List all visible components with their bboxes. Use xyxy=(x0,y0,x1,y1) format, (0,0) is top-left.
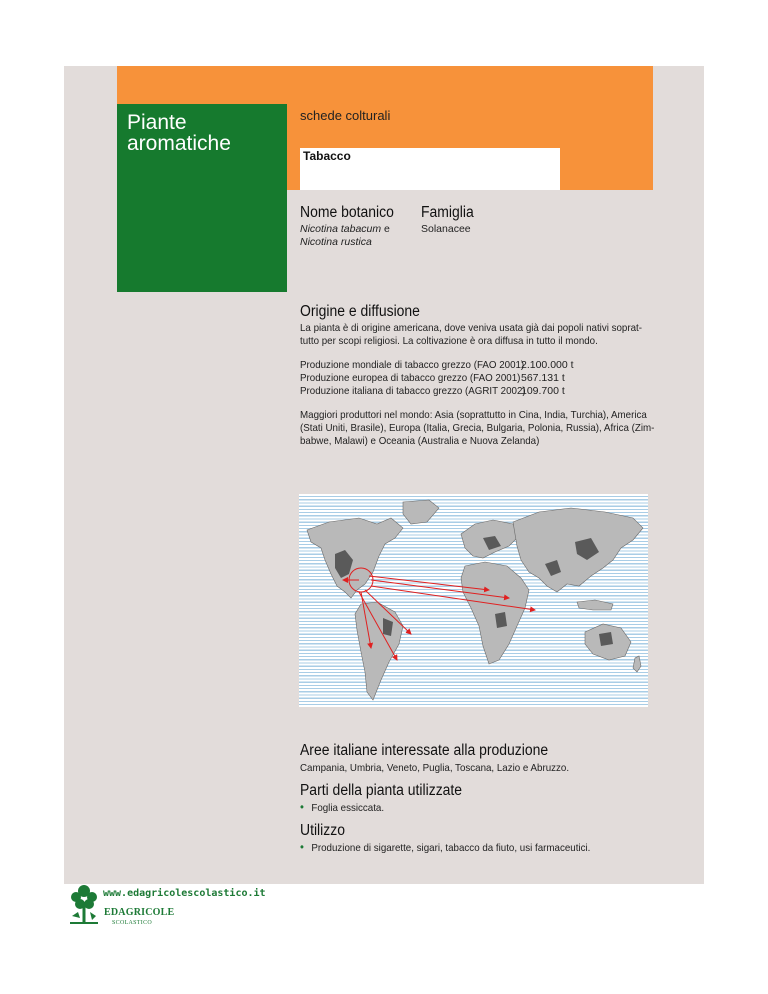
category-title: Piante aromatiche xyxy=(127,111,231,155)
uses-item: • Produzione di sigarette, sigari, tabacco da fiuto, usi farmaceutici. xyxy=(300,841,590,855)
greenland xyxy=(403,500,439,524)
plant-name: Tabacco xyxy=(303,149,351,163)
brand-name: EDAGRICOLE xyxy=(104,907,175,918)
series-label: schede colturali xyxy=(300,108,391,123)
production-values xyxy=(521,359,574,398)
website-link[interactable]: www.edagricolescolastico.it xyxy=(103,888,266,899)
production-value-europe: 567.131 t xyxy=(521,372,565,384)
parts-heading: Parti della pianta utilizzate xyxy=(300,782,463,799)
origin-text: La pianta è di origine americana, dove veniva usata già dai popoli nativi soprat- tutto per scopi religiosi. La coltivazione è ora diffusa in tutto il mondo. xyxy=(300,322,642,347)
category-panel xyxy=(117,104,287,292)
production-label-europe: Produzione europea di tabacco grezzo (FAO 2001) xyxy=(300,372,521,384)
world-map-drawing xyxy=(299,494,648,707)
italian-areas-heading: Aree italiane interessate alla produzione xyxy=(300,742,549,759)
production-label-italy: Produzione italiana di tabacco grezzo (AGRIT 2002) xyxy=(300,385,526,397)
north-america xyxy=(307,518,403,598)
brand-subtitle: SCOLASTICO xyxy=(112,920,153,926)
south-america xyxy=(355,602,403,700)
parts-item: • Foglia essiccata. xyxy=(300,801,384,815)
family-heading: Famiglia xyxy=(421,204,474,221)
botanical-names: Nicotina tabacum e Nicotina rustica xyxy=(300,223,390,248)
uses-heading: Utilizzo xyxy=(300,822,345,839)
production-value-world: 2.100.000 t xyxy=(521,359,574,371)
botanical-name-1: Nicotina tabacum xyxy=(300,223,382,235)
italian-areas-text: Campania, Umbria, Veneto, Puglia, Toscana, Lazio e Abruzzo. xyxy=(300,762,570,774)
main-producers: Maggiori produttori nel mondo: Asia (soprattutto in Cina, India, Turchia), America (Stati Uniti, Brasile), Europa (Italia, Grecia, Bulgaria, Polonia, Russia), Africa (Zim- babwe, Malawi) e Oceania (Australia e Nuova Zelanda) xyxy=(300,409,655,447)
plant-name-box xyxy=(300,148,560,190)
production-value-italy: 109.700 t xyxy=(521,385,565,397)
production-labels xyxy=(300,359,526,398)
edagricole-logo-icon xyxy=(68,882,100,926)
origin-heading: Origine e diffusione xyxy=(300,303,420,320)
indonesia xyxy=(577,600,613,610)
botanical-heading: Nome botanico xyxy=(300,204,394,221)
africa xyxy=(461,562,529,664)
new-zealand xyxy=(633,656,641,672)
continents xyxy=(307,500,643,700)
production-label-world: Produzione mondiale di tabacco grezzo (FAO 2001) xyxy=(300,359,525,371)
botanical-name-2: Nicotina rustica xyxy=(300,236,372,248)
family-value: Solanacee xyxy=(421,223,471,235)
world-map xyxy=(299,494,648,707)
